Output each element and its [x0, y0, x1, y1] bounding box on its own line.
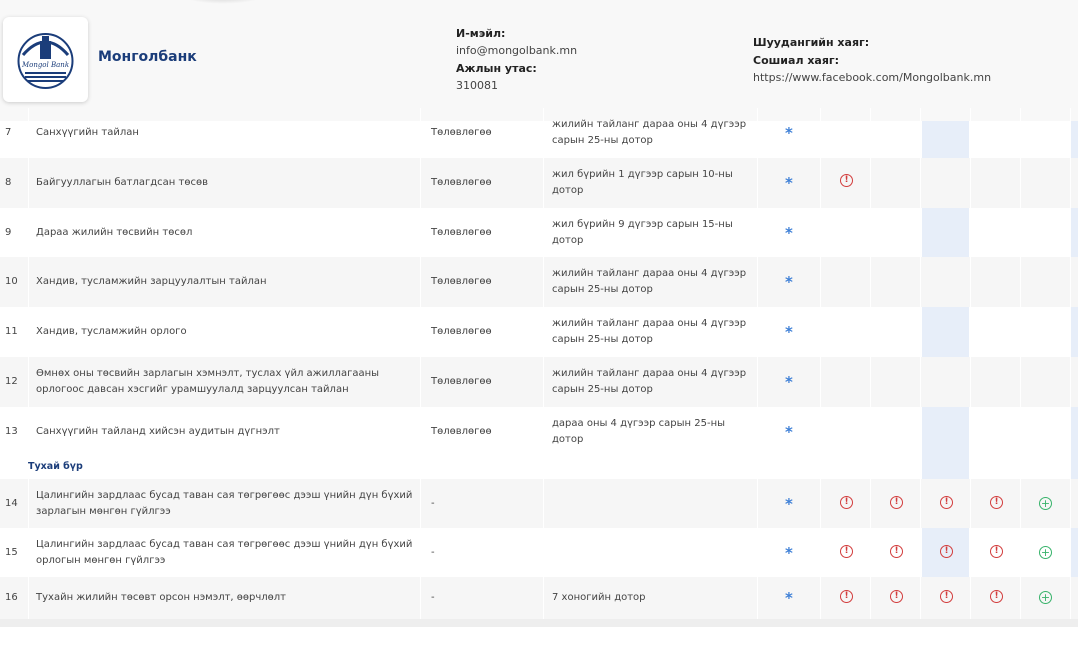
column-separator: [920, 208, 921, 258]
row-deadline: [552, 479, 752, 528]
row-name: Цалингийн зардлаас бусад таван сая төгрөгөөс дээш үнийн дүн бүхий зарлагын мөнгөн гүйлгээ: [36, 489, 413, 517]
star-icon[interactable]: *: [785, 543, 793, 562]
column-separator: [420, 257, 421, 307]
row-deadline: жилийн тайланг дараа оны 4 дүгээр сарын 25-ны дотор: [552, 318, 747, 345]
star-icon[interactable]: *: [785, 589, 793, 607]
row-name: Цалингийн зардлаас бусад таван сая төгрөгөөс дээш үнийн дүн бүхий орлогын мөнгөн гүйлгээ: [36, 538, 413, 566]
column-separator: [1020, 577, 1021, 619]
column-separator: [28, 108, 29, 158]
column-separator: [420, 208, 421, 258]
column-separator: [870, 407, 871, 457]
row-type: Төлөвлөгөө: [431, 177, 492, 188]
table-row: [0, 528, 1078, 577]
column-separator: [28, 407, 29, 457]
svg-text:Mongol Bank: Mongol Bank: [21, 61, 70, 69]
warning-icon[interactable]: !: [840, 545, 853, 558]
header: [0, 0, 1078, 121]
column-separator: [870, 307, 871, 357]
warning-icon[interactable]: !: [990, 545, 1003, 558]
column-separator: [1070, 257, 1071, 307]
column-separator: [1070, 407, 1071, 457]
table-row: [0, 479, 1078, 528]
column-separator: [870, 108, 871, 158]
column-separator: [920, 577, 921, 619]
column-separator: [28, 577, 29, 619]
column-separator: [543, 479, 544, 528]
warning-icon[interactable]: !: [940, 496, 953, 509]
column-separator: [920, 407, 921, 457]
row-type: -: [431, 497, 435, 509]
row-number: 14: [5, 497, 18, 509]
row-number: 13: [5, 426, 18, 437]
table-row: [0, 577, 1078, 619]
row-number: 12: [5, 376, 18, 387]
column-separator: [28, 357, 29, 407]
column-separator: [970, 257, 971, 307]
column-separator: [870, 158, 871, 208]
column-separator: [820, 208, 821, 258]
column-separator: [1020, 528, 1021, 577]
column-separator: [757, 108, 758, 158]
row-deadline: дараа оны 4 дүгээр сарын 25-ны дотор: [552, 418, 726, 445]
column-separator: [28, 307, 29, 357]
column-separator: [757, 257, 758, 307]
column-separator: [420, 108, 421, 158]
column-separator: [1020, 479, 1021, 528]
column-separator: [970, 528, 971, 577]
row-deadline: жил бүрийн 1 дүгээр сарын 10-ны дотор: [552, 169, 733, 196]
row-type: Төлөвлөгөө: [431, 227, 492, 238]
social-label: Сошиал хаяг:: [753, 54, 840, 67]
row-deadline: жилийн тайланг дараа оны 4 дүгээр сарын 25-ны дотор: [552, 368, 747, 395]
column-separator: [420, 307, 421, 357]
column-separator: [920, 357, 921, 407]
column-separator: [920, 307, 921, 357]
star-icon[interactable]: *: [785, 174, 793, 192]
column-separator: [757, 307, 758, 357]
column-separator: [870, 257, 871, 307]
phone-value: 310081: [456, 79, 498, 92]
column-separator: [870, 479, 871, 528]
table-row: [0, 257, 1078, 307]
warning-icon[interactable]: !: [890, 590, 903, 603]
column-separator: [543, 158, 544, 208]
row-type: Төлөвлөгөө: [431, 276, 492, 287]
row-number: 15: [5, 546, 18, 558]
column-separator: [920, 479, 921, 528]
column-separator: [820, 158, 821, 208]
row-type: -: [431, 546, 435, 558]
row-name: Хандив, тусламжийн орлого: [36, 326, 187, 337]
column-separator: [757, 528, 758, 577]
column-separator: [970, 108, 971, 158]
column-separator: [970, 208, 971, 258]
column-separator: [1020, 158, 1021, 208]
column-separator: [28, 257, 29, 307]
column-separator: [920, 108, 921, 158]
column-separator: [543, 357, 544, 407]
column-separator: [920, 257, 921, 307]
add-icon[interactable]: +: [1040, 545, 1051, 559]
column-separator: [870, 577, 871, 619]
column-separator: [543, 577, 544, 619]
table-row: [0, 357, 1078, 407]
warning-icon[interactable]: !: [940, 545, 953, 558]
column-separator: [870, 357, 871, 407]
column-separator: [920, 528, 921, 577]
row-type: Төлөвлөгөө: [431, 376, 492, 387]
column-separator: [820, 407, 821, 457]
phone-label: Ажлын утас:: [456, 62, 537, 75]
row-deadline: 7 хоногийн дотор: [552, 592, 646, 603]
decorative-shadow: [178, 0, 268, 4]
column-separator: [1020, 208, 1021, 258]
table-row: [0, 307, 1078, 357]
column-separator: [420, 528, 421, 577]
warning-icon[interactable]: !: [840, 174, 853, 187]
column-separator: [757, 357, 758, 407]
column-separator: [820, 479, 821, 528]
table-row: [0, 208, 1078, 258]
column-separator: [970, 307, 971, 357]
column-separator: [920, 158, 921, 208]
row-deadline: жилийн тайланг дараа оны 4 дүгээр сарын 25-ны дотор: [552, 119, 747, 146]
row-number: 7: [5, 127, 12, 138]
column-separator: [420, 479, 421, 528]
row-name: Санхүүгийн тайлан: [36, 127, 139, 138]
table-row: [0, 407, 1078, 457]
column-separator: [28, 479, 29, 528]
star-icon[interactable]: *: [785, 273, 793, 291]
column-separator: [820, 257, 821, 307]
column-separator: [543, 407, 544, 457]
org-logo[interactable]: [3, 17, 88, 102]
table-row: [0, 108, 1078, 158]
column-separator: [1070, 108, 1071, 158]
column-separator: [1070, 208, 1071, 258]
row-type: Төлөвлөгөө: [431, 426, 492, 437]
column-separator: [820, 528, 821, 577]
row-type: Төлөвлөгөө: [431, 127, 492, 138]
mongolbank-logo-icon: [11, 25, 80, 94]
row-name: Байгууллагын батлагдсан төсөв: [36, 177, 208, 188]
star-icon[interactable]: *: [785, 224, 793, 242]
column-separator: [28, 528, 29, 577]
star-icon[interactable]: *: [785, 423, 793, 441]
row-number: 10: [5, 276, 18, 287]
postal-label: Шуудангийн хаяг:: [753, 36, 870, 49]
column-separator: [1070, 528, 1071, 577]
add-icon[interactable]: +: [1040, 496, 1051, 510]
column-separator: [757, 577, 758, 619]
section-title: Тухай бүр: [28, 461, 83, 472]
column-separator: [820, 577, 821, 619]
warning-icon[interactable]: !: [990, 496, 1003, 509]
column-separator: [1070, 577, 1071, 619]
column-separator: [420, 577, 421, 619]
org-name[interactable]: Монголбанк: [98, 49, 197, 65]
column-separator: [543, 108, 544, 158]
row-number: 8: [5, 177, 12, 188]
row-number: 9: [5, 227, 12, 238]
row-type: Төлөвлөгөө: [431, 326, 492, 337]
star-icon[interactable]: *: [785, 323, 793, 341]
column-separator: [420, 407, 421, 457]
column-separator: [1070, 307, 1071, 357]
column-separator: [1020, 257, 1021, 307]
column-separator: [420, 158, 421, 208]
column-separator: [1070, 357, 1071, 407]
column-separator: [757, 479, 758, 528]
column-separator: [970, 407, 971, 457]
warning-icon[interactable]: !: [840, 590, 853, 603]
column-separator: [1020, 407, 1021, 457]
column-separator: [870, 528, 871, 577]
social-link[interactable]: https://www.facebook.com/Mongolbank.mn: [753, 71, 992, 84]
table-row: [0, 158, 1078, 208]
email-label: И-мэйл:: [456, 27, 506, 40]
warning-icon[interactable]: !: [990, 590, 1003, 603]
column-separator: [1020, 307, 1021, 357]
row-name: Өмнөх оны төсвийн зарлагын хэмнэлт, туслах үйл ажиллагааны орлогоос давсан хэсгийг урамшуулалд зарцуулсан тайлан: [36, 368, 380, 395]
column-separator: [757, 158, 758, 208]
column-separator: [28, 158, 29, 208]
column-separator: [970, 479, 971, 528]
column-separator: [820, 108, 821, 158]
column-separator: [970, 577, 971, 619]
column-separator: [1070, 158, 1071, 208]
column-separator: [820, 307, 821, 357]
column-separator: [28, 208, 29, 258]
warning-icon[interactable]: !: [840, 496, 853, 509]
warning-icon[interactable]: !: [940, 590, 953, 603]
email-value[interactable]: info@mongolbank.mn: [456, 44, 578, 57]
column-separator: [1020, 357, 1021, 407]
column-separator: [420, 357, 421, 407]
column-separator: [820, 357, 821, 407]
row-name: Дараа жилийн төсвийн төсөл: [36, 227, 193, 238]
star-icon[interactable]: *: [785, 124, 793, 142]
row-deadline: [552, 528, 752, 577]
column-separator: [870, 208, 871, 258]
table-footer: [0, 619, 1078, 627]
star-icon[interactable]: *: [785, 373, 793, 391]
column-separator: [757, 407, 758, 457]
row-name: Тухайн жилийн төсөвт орсон нэмэлт, өөрчлөлт: [36, 592, 287, 603]
column-separator: [543, 307, 544, 357]
column-separator: [543, 528, 544, 577]
column-separator: [543, 257, 544, 307]
column-separator: [970, 357, 971, 407]
row-type: -: [431, 592, 435, 603]
row-name: Санхүүгийн тайланд хийсэн аудитын дүгнэлт: [36, 426, 280, 437]
star-icon[interactable]: *: [785, 494, 793, 513]
row-number: 11: [5, 326, 18, 337]
warning-icon[interactable]: !: [890, 496, 903, 509]
warning-icon[interactable]: !: [890, 545, 903, 558]
column-separator: [970, 158, 971, 208]
row-deadline: жилийн тайланг дараа оны 4 дүгээр сарын 25-ны дотор: [552, 268, 747, 295]
row-name: Хандив, тусламжийн зарцуулалтын тайлан: [36, 276, 267, 287]
add-icon[interactable]: +: [1040, 591, 1051, 604]
row-number: 16: [5, 592, 18, 603]
column-separator: [1020, 108, 1021, 158]
row-deadline: жил бүрийн 9 дүгээр сарын 15-ны дотор: [552, 219, 733, 246]
column-separator: [1070, 479, 1071, 528]
column-separator: [757, 208, 758, 258]
column-separator: [543, 208, 544, 258]
